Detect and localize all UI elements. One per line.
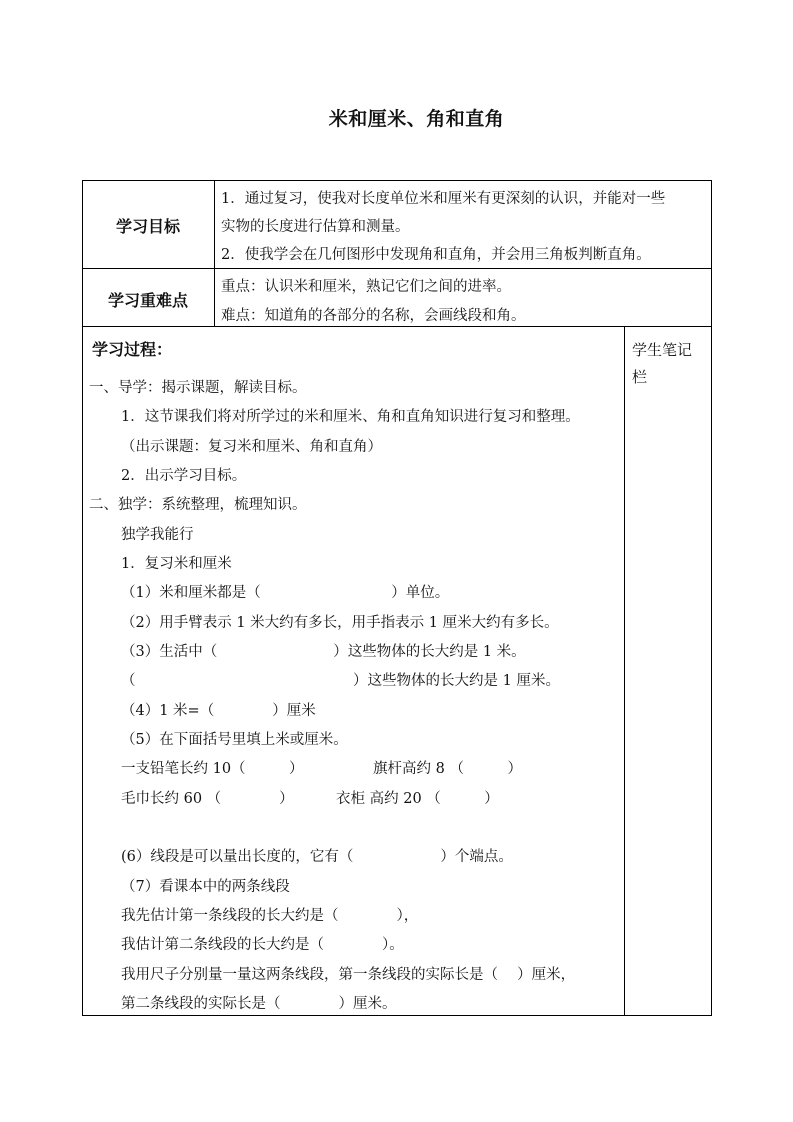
process-line: （2）用手臂表示 1 米大约有多长，用手指表示 1 厘米大约有多长。 <box>121 615 559 631</box>
goals-line-1: 1．通过复习，使我对长度单位米和厘米有更深刻的认识，并能对一些 <box>221 191 666 207</box>
process-line: （1）米和厘米都是（ ）单位。 <box>121 585 450 601</box>
goals-line-2: 实物的长度进行估算和测量。 <box>221 219 410 235</box>
notes-column-label-1: 学生笔记 <box>632 341 693 359</box>
process-line: (6）线段是可以量出长度的，它有（ ）个端点。 <box>121 849 513 865</box>
process-line: 二、独学：系统整理，梳理知识。 <box>89 497 307 513</box>
process-line: 1．复习米和厘米 <box>121 556 232 572</box>
process-line: 一支铅笔长约 10（ ） <box>121 761 304 777</box>
process-line: 1．这节课我们将对所学过的米和厘米、角和直角知识进行复习和整理。 <box>121 409 580 425</box>
process-line: 我先估计第一条线段的长大约是（ ）， <box>121 908 419 924</box>
process-line: 独学我能行 <box>121 527 194 543</box>
process-line: （7）看课本中的两条线段 <box>121 879 290 895</box>
goals-label: 学习目标 <box>115 217 180 236</box>
process-line: （3）生活中（ ）这些物体的长大约是 1 米。 <box>121 644 526 660</box>
process-line: 衣柜 高约 20 （ ） <box>336 791 499 807</box>
row-divider-2 <box>82 326 712 327</box>
process-line: （ ）这些物体的长大约是 1 厘米。 <box>121 673 560 689</box>
process-line: 旗杆高约 8 （ ） <box>373 761 522 777</box>
process-heading: 学习过程： <box>92 340 173 359</box>
row-divider-1 <box>82 268 712 269</box>
process-line: 2．出示学习目标。 <box>121 468 247 484</box>
notes-column-divider <box>624 326 625 1016</box>
process-line: 我估计第二条线段的长大约是（ ）。 <box>121 937 404 953</box>
key-point-line-2: 难点：知道角的各部分的名称，会画线段和角。 <box>221 308 526 324</box>
process-line: （4）1 米=（ ）厘米 <box>121 703 316 719</box>
label-column-divider <box>214 180 215 326</box>
notes-column-label-2: 栏 <box>632 368 648 386</box>
goals-line-3: 2．使我学会在几何图形中发现角和直角，并会用三角板判断直角。 <box>221 247 651 263</box>
key-points-label: 学习重难点 <box>107 291 188 310</box>
process-line: 一、导学：揭示课题，解读目标。 <box>89 380 307 396</box>
process-line: 我用尺子分别量一量这两条线段，第一条线段的实际长是（ ）厘米， <box>121 967 576 983</box>
process-line: 第二条线段的实际长是（ ）厘米。 <box>121 996 397 1012</box>
process-line: （出示课题：复习米和厘米、角和直角） <box>121 439 382 455</box>
key-point-line-1: 重点：认识米和厘米，熟记它们之间的进率。 <box>221 279 511 295</box>
process-line: 毛巾长约 60 （ ） <box>121 791 294 807</box>
page-title: 米和厘米、角和直角 <box>328 108 505 130</box>
process-line: （5）在下面括号里填上米或厘米。 <box>121 732 348 748</box>
